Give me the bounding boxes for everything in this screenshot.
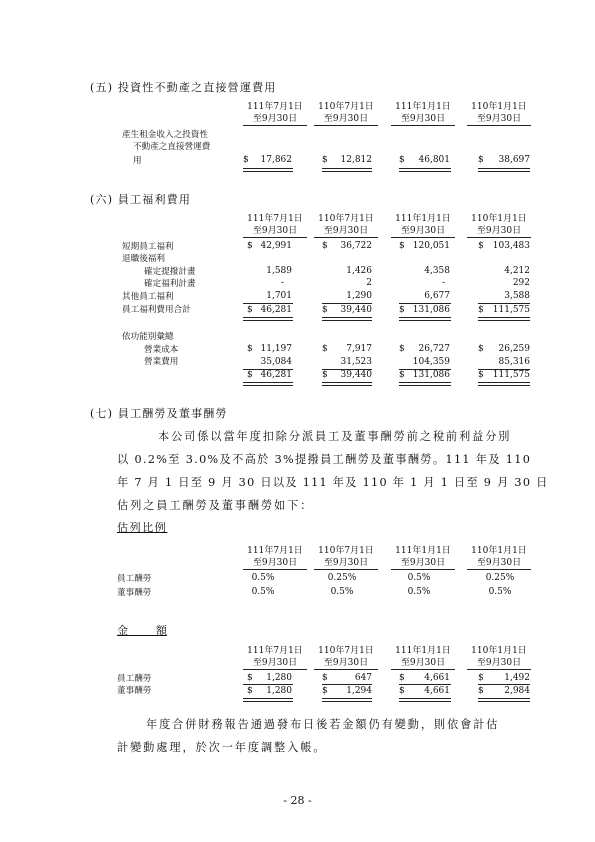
col-header-q110: 110年7月1日 至9月30日 — [314, 101, 378, 126]
currency-sign: $ — [322, 305, 328, 315]
col-header-y111: 111年1月1日 至9月30日 — [391, 545, 455, 570]
currency-sign: $ — [399, 344, 405, 354]
value-cell: 0.5% — [488, 587, 512, 597]
paragraph-line: 計變動處理，於次一年度調整入帳。 — [117, 741, 327, 754]
underline — [243, 684, 293, 685]
value-cell: 4,212 — [504, 266, 530, 276]
value-cell: 0.25% — [485, 573, 515, 583]
row-label: 董事酬勞 — [117, 588, 152, 598]
value-cell: 38,697 — [498, 155, 530, 165]
value-cell: 131,086 — [412, 370, 450, 380]
subtotal-underline — [322, 303, 372, 304]
row-label: 產生租金收入之投資性 — [122, 130, 208, 140]
row-label: 其他員工福利 — [122, 292, 174, 302]
row-label: 依功能別彙總 — [122, 332, 174, 342]
value-cell: 39,440 — [340, 370, 372, 380]
value-cell: 1,589 — [266, 266, 292, 276]
col-header-y110: 110年1月1日 至9月30日 — [467, 213, 531, 238]
row-label: 員工福利費用合計 — [122, 305, 191, 315]
section-5-title: (五) 投資性不動產之直接營運費用 — [90, 81, 277, 94]
double-underline — [322, 382, 372, 386]
value-cell: 4,661 — [424, 673, 450, 683]
currency-sign: $ — [399, 673, 405, 683]
col-header-q111: 111年7月1日 至9月30日 — [243, 645, 307, 670]
col-header-y111: 111年1月1日 至9月30日 — [391, 645, 455, 670]
row-label: 確定提撥計畫 — [144, 267, 196, 277]
section-6-title: (六) 員工福利費用 — [90, 193, 192, 206]
value-cell: 111,575 — [492, 305, 530, 315]
col-header-y110: 110年1月1日 至9月30日 — [467, 645, 531, 670]
currency-sign: $ — [399, 370, 405, 380]
value-cell: 12,812 — [340, 155, 372, 165]
col-header-y111: 111年1月1日 至9月30日 — [391, 101, 455, 126]
value-cell: 2,984 — [504, 686, 530, 696]
row-label: 用 — [133, 156, 142, 166]
double-underline — [243, 168, 293, 172]
col-header-q110: 110年7月1日 至9月30日 — [314, 213, 378, 238]
value-cell: 35,084 — [260, 357, 292, 367]
page-number: - 28 - — [283, 794, 312, 807]
subtotal-underline — [243, 303, 293, 304]
paragraph-line: 本公司係以當年度扣除分派員工及董事酬勞前之稅前利益分別 — [158, 430, 512, 443]
double-underline — [399, 317, 451, 321]
value-cell: 0.5% — [407, 587, 431, 597]
value-cell: 103,483 — [492, 241, 530, 251]
row-label: 員工酬勞 — [117, 674, 152, 684]
value-cell: 4,661 — [424, 686, 450, 696]
value-cell: 0.5% — [330, 587, 354, 597]
col-header-y111: 111年1月1日 至9月30日 — [391, 213, 455, 238]
col-header-q111: 111年7月1日 至9月30日 — [243, 545, 307, 570]
underline — [399, 684, 451, 685]
currency-sign: $ — [243, 155, 249, 165]
currency-sign: $ — [399, 686, 405, 696]
row-label: 董事酬勞 — [117, 686, 152, 696]
value-cell: - — [280, 278, 284, 288]
value-cell: 46,801 — [418, 155, 450, 165]
value-cell: 46,281 — [260, 305, 292, 315]
currency-sign: $ — [478, 686, 484, 696]
value-cell: 36,722 — [340, 241, 372, 251]
value-cell: 1,280 — [266, 686, 292, 696]
double-underline — [399, 698, 451, 702]
double-underline — [399, 168, 451, 172]
value-cell: 4,358 — [424, 266, 450, 276]
value-cell: 17,862 — [260, 155, 292, 165]
value-cell: 2 — [366, 278, 372, 288]
value-cell: 26,259 — [498, 344, 530, 354]
underline — [478, 684, 530, 685]
value-cell: 292 — [512, 278, 530, 288]
currency-sign: $ — [247, 673, 253, 683]
paragraph-line: 以 0.2%至 3.0%及不高於 3%提撥員工酬勞及董事酬勞。111 年及 110 — [117, 453, 532, 466]
value-cell: 1,280 — [266, 673, 292, 683]
currency-sign: $ — [478, 305, 484, 315]
double-underline — [243, 382, 293, 386]
currency-sign: $ — [247, 241, 253, 251]
col-header-y110: 110年1月1日 至9月30日 — [467, 545, 531, 570]
currency-sign: $ — [478, 155, 484, 165]
currency-sign: $ — [322, 370, 328, 380]
col-header-q110: 110年7月1日 至9月30日 — [314, 645, 378, 670]
currency-sign: $ — [478, 673, 484, 683]
value-cell: 1,426 — [346, 266, 372, 276]
value-cell: 3,588 — [504, 291, 530, 301]
col-header-q111: 111年7月1日 至9月30日 — [243, 101, 307, 126]
value-cell: 31,523 — [340, 357, 372, 367]
subtotal-underline — [478, 303, 530, 304]
paragraph-line: 估列之員工酬勞及董事酬勞如下： — [117, 499, 314, 512]
value-cell: 1,294 — [346, 686, 372, 696]
currency-sign: $ — [322, 241, 328, 251]
col-header-q110: 110年7月1日 至9月30日 — [314, 545, 378, 570]
currency-sign: $ — [478, 241, 484, 251]
row-label: 營業成本 — [144, 345, 179, 355]
row-label: 營業費用 — [144, 357, 179, 367]
value-cell: 85,316 — [498, 357, 530, 367]
value-cell: 0.25% — [327, 573, 357, 583]
value-cell: 1,492 — [504, 673, 530, 683]
double-underline — [243, 317, 293, 321]
value-cell: 42,991 — [260, 241, 292, 251]
section-7-title: (七) 員工酬勞及董事酬勞 — [90, 407, 228, 420]
row-label: 確定福利計畫 — [144, 279, 196, 289]
value-cell: 0.5% — [251, 573, 275, 583]
currency-sign: $ — [247, 370, 253, 380]
double-underline — [322, 168, 372, 172]
row-label: 短期員工福利 — [122, 242, 174, 252]
subtotal-underline — [399, 303, 451, 304]
double-underline — [478, 168, 530, 172]
value-cell: 0.5% — [407, 573, 431, 583]
currency-sign: $ — [322, 155, 328, 165]
row-label: 不動產之直接營運費 — [133, 142, 211, 152]
currency-sign: $ — [322, 673, 328, 683]
currency-sign: $ — [247, 305, 253, 315]
value-cell: 111,575 — [492, 370, 530, 380]
value-cell: 131,086 — [412, 305, 450, 315]
value-cell: 1,701 — [266, 291, 292, 301]
double-underline — [322, 317, 372, 321]
currency-sign: $ — [478, 370, 484, 380]
value-cell: 39,440 — [340, 305, 372, 315]
value-cell: - — [441, 278, 445, 288]
double-underline — [322, 698, 372, 702]
double-underline — [399, 382, 451, 386]
value-cell: 0.5% — [251, 587, 275, 597]
double-underline — [478, 382, 530, 386]
value-cell: 46,281 — [260, 370, 292, 380]
currency-sign: $ — [322, 686, 328, 696]
currency-sign: $ — [247, 344, 253, 354]
currency-sign: $ — [478, 344, 484, 354]
value-cell: 1,290 — [346, 291, 372, 301]
row-label: 退職後福利 — [122, 254, 165, 264]
underline — [322, 684, 372, 685]
col-header-y110: 110年1月1日 至9月30日 — [467, 101, 531, 126]
rate-subtitle: 估列比例 — [117, 521, 168, 534]
currency-sign: $ — [399, 241, 405, 251]
currency-sign: $ — [322, 344, 328, 354]
paragraph-line: 年 7 月 1 日至 9 月 30 日以及 111 年及 110 年 1 月 1 日至 9 月 30 日 — [117, 476, 549, 489]
value-cell: 6,677 — [424, 291, 450, 301]
paragraph-line: 年度合併財務報告通過發布日後若金額仍有變動，則依會計估 — [146, 718, 500, 731]
double-underline — [243, 698, 293, 702]
double-underline — [478, 698, 530, 702]
value-cell: 26,727 — [418, 344, 450, 354]
amount-subtitle: 金 額 — [117, 624, 167, 637]
value-cell: 7,917 — [346, 344, 372, 354]
value-cell: 104,359 — [412, 357, 450, 367]
value-cell: 11,197 — [260, 344, 292, 354]
currency-sign: $ — [399, 305, 405, 315]
col-header-q111: 111年7月1日 至9月30日 — [243, 213, 307, 238]
double-underline — [478, 317, 530, 321]
value-cell: 647 — [354, 673, 372, 683]
row-label: 員工酬勞 — [117, 574, 152, 584]
value-cell: 120,051 — [412, 241, 450, 251]
currency-sign: $ — [247, 686, 253, 696]
currency-sign: $ — [399, 155, 405, 165]
